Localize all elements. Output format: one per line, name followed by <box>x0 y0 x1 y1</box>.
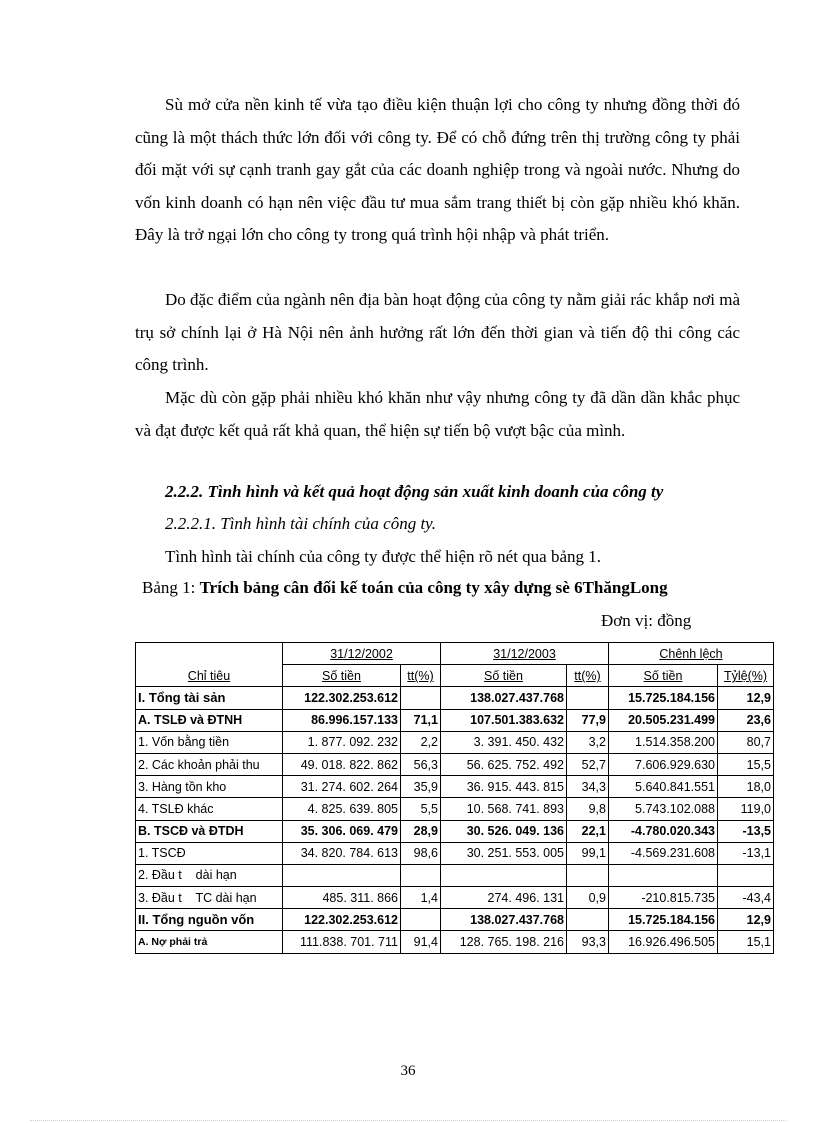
row-label: 3. Đầu t TC dài hạn <box>136 887 283 909</box>
pct-2002 <box>401 909 441 931</box>
pct-2003: 77,9 <box>567 709 609 731</box>
amount-diff: 1.514.358.200 <box>609 731 718 753</box>
amount-2003: 138.027.437.768 <box>441 909 567 931</box>
pct-2003 <box>567 864 609 886</box>
amount-2002: 31. 274. 602. 264 <box>283 776 401 798</box>
row-label: B. TSCĐ và ĐTDH <box>136 820 283 842</box>
pct-2003: 99,1 <box>567 842 609 864</box>
ratio: 23,6 <box>718 709 774 731</box>
paragraph-2: Do đặc điểm của ngành nên địa bàn hoạt động của công ty nằm giải rác khắp nơi mà trụ sở chính lại ở Hà Nội nên ảnh hưởng rất lớn đến thời gian và tiến độ thi công các công trình. <box>135 290 740 374</box>
pct-2002: 71,1 <box>401 709 441 731</box>
pct-2003: 52,7 <box>567 753 609 775</box>
header-amount-2003: Số tiền <box>441 665 567 687</box>
amount-2002: 49. 018. 822. 862 <box>283 753 401 775</box>
pct-2002: 5,5 <box>401 798 441 820</box>
row-label: 2. Các khoản phải thu <box>136 753 283 775</box>
amount-2002: 4. 825. 639. 805 <box>283 798 401 820</box>
amount-2002: 122.302.253.612 <box>283 687 401 709</box>
table-caption-prefix: Bảng 1: <box>142 578 200 597</box>
pct-2002: 28,9 <box>401 820 441 842</box>
amount-diff: 15.725.184.156 <box>609 687 718 709</box>
amount-2003: 30. 526. 049. 136 <box>441 820 567 842</box>
pct-2002 <box>401 687 441 709</box>
table-row <box>136 798 774 820</box>
pct-2003: 3,2 <box>567 731 609 753</box>
ratio <box>718 864 774 886</box>
amount-diff: 16.926.496.505 <box>609 931 718 953</box>
amount-2002: 1. 877. 092. 232 <box>283 731 401 753</box>
pct-2003: 9,8 <box>567 798 609 820</box>
header-difference: Chênh lệch <box>609 643 774 665</box>
ratio: -43,4 <box>718 887 774 909</box>
row-label: 3. Hàng tồn kho <box>136 776 283 798</box>
header-indicator: Chỉ tiêu <box>136 643 283 687</box>
row-label: 2. Đầu t dài hạn <box>136 864 283 886</box>
ratio: 15,1 <box>718 931 774 953</box>
page-number: 36 <box>400 1063 416 1079</box>
section-heading-2-2-2-1: 2.2.2.1. Tình hình tài chính của công ty. <box>165 514 437 533</box>
table-row <box>136 687 774 709</box>
header-2003: 31/12/2003 <box>441 643 609 665</box>
table-row <box>136 887 774 909</box>
ratio: 12,9 <box>718 909 774 931</box>
amount-2003: 107.501.383.632 <box>441 709 567 731</box>
amount-2002 <box>283 864 401 886</box>
ratio: 15,5 <box>718 753 774 775</box>
header-pct-2002: tt(%) <box>401 665 441 687</box>
ratio: 80,7 <box>718 731 774 753</box>
pct-2002: 35,9 <box>401 776 441 798</box>
ratio: 12,9 <box>718 687 774 709</box>
pct-2003: 34,3 <box>567 776 609 798</box>
header-pct-2003: tt(%) <box>567 665 609 687</box>
table-row <box>136 909 774 931</box>
header-amount-diff: Số tiền <box>609 665 718 687</box>
table-row <box>136 753 774 775</box>
amount-diff <box>609 864 718 886</box>
table-row <box>136 731 774 753</box>
table-caption <box>142 578 668 598</box>
ratio: 18,0 <box>718 776 774 798</box>
amount-2002: 35. 306. 069. 479 <box>283 820 401 842</box>
amount-diff: 7.606.929.630 <box>609 753 718 775</box>
table-caption-title: Trích bảng cân đối kế toán của công ty xây dựng sè 6ThăngLong <box>199 578 668 597</box>
pct-2002: 98,6 <box>401 842 441 864</box>
pct-2002: 91,4 <box>401 931 441 953</box>
section-heading-2-2-2: 2.2.2. Tình hình và kết quả hoạt động sản xuất kinh doanh của công ty <box>165 482 664 501</box>
row-label: I. Tổng tài sản <box>136 687 283 709</box>
table-intro-text: Tình hình tài chính của công ty được thể hiện rõ nét qua bảng 1. <box>165 547 602 566</box>
row-label: 1. Vốn bằng tiền <box>136 731 283 753</box>
amount-diff: -4.569.231.608 <box>609 842 718 864</box>
pct-2003 <box>567 687 609 709</box>
amount-2003 <box>441 864 567 886</box>
amount-2003: 10. 568. 741. 893 <box>441 798 567 820</box>
pct-2002: 56,3 <box>401 753 441 775</box>
pct-2003: 93,3 <box>567 931 609 953</box>
amount-2003: 274. 496. 131 <box>441 887 567 909</box>
header-2002: 31/12/2002 <box>283 643 441 665</box>
amount-2003: 36. 915. 443. 815 <box>441 776 567 798</box>
pct-2002: 1,4 <box>401 887 441 909</box>
amount-diff: -4.780.020.343 <box>609 820 718 842</box>
amount-2002: 86.996.157.133 <box>283 709 401 731</box>
amount-2003: 56. 625. 752. 492 <box>441 753 567 775</box>
amount-2002: 111.838. 701. 711 <box>283 931 401 953</box>
header-amount-2002: Số tiền <box>283 665 401 687</box>
amount-diff: 5.640.841.551 <box>609 776 718 798</box>
ratio: -13,1 <box>718 842 774 864</box>
amount-2003: 3. 391. 450. 432 <box>441 731 567 753</box>
table-row <box>136 931 774 953</box>
header-ratio: Tỷlệ(%) <box>718 665 774 687</box>
amount-2003: 128. 765. 198. 216 <box>441 931 567 953</box>
amount-2002: 34. 820. 784. 613 <box>283 842 401 864</box>
pct-2003: 22,1 <box>567 820 609 842</box>
row-label: 4. TSLĐ khác <box>136 798 283 820</box>
amount-2002: 122.302.253.612 <box>283 909 401 931</box>
currency-unit: Đơn vị: đồng <box>601 611 692 630</box>
pct-2003: 0,9 <box>567 887 609 909</box>
pct-2002 <box>401 864 441 886</box>
amount-diff: 5.743.102.088 <box>609 798 718 820</box>
row-label: A. Nợ phải trả <box>136 931 283 953</box>
pct-2003 <box>567 909 609 931</box>
amount-2003: 30. 251. 553. 005 <box>441 842 567 864</box>
table-row <box>136 820 774 842</box>
pct-2002: 2,2 <box>401 731 441 753</box>
page-edge-divider <box>30 1120 786 1121</box>
table-row <box>136 842 774 864</box>
amount-2002: 485. 311. 866 <box>283 887 401 909</box>
amount-diff: 15.725.184.156 <box>609 909 718 931</box>
amount-2003: 138.027.437.768 <box>441 687 567 709</box>
row-label: II. Tổng nguồn vốn <box>136 909 283 931</box>
balance-sheet-table <box>135 642 774 954</box>
table-row <box>136 709 774 731</box>
table-row <box>136 776 774 798</box>
amount-diff: 20.505.231.499 <box>609 709 718 731</box>
paragraph-3: Mặc dù còn gặp phải nhiều khó khăn như vậy nhưng công ty đã dần dần khắc phục và đạt được kết quả rất khả quan, thể hiện sự tiến bộ vượt bậc của mình. <box>135 388 740 440</box>
row-label: 1. TSCĐ <box>136 842 283 864</box>
ratio: 119,0 <box>718 798 774 820</box>
ratio: -13,5 <box>718 820 774 842</box>
amount-diff: -210.815.735 <box>609 887 718 909</box>
table-row <box>136 864 774 886</box>
row-label: A. TSLĐ và ĐTNH <box>136 709 283 731</box>
paragraph-1: Sù mở cửa nền kinh tế vừa tạo điều kiện thuận lợi cho công ty nhưng đồng thời đó cũng là một thách thức lớn đối với công ty. Để có chỗ đứng trên thị trường công ty phải đối mặt với sự cạnh tranh gay gắt của các doanh nghiệp trong và ngoài nước. Nhưng do vốn kinh doanh có hạn nên việc đầu tư mua sắm trang thiết bị còn gặp nhiều khó khăn. Đây là trở ngại lớn cho công ty trong quá trình hội nhập và phát triển. <box>135 95 740 244</box>
